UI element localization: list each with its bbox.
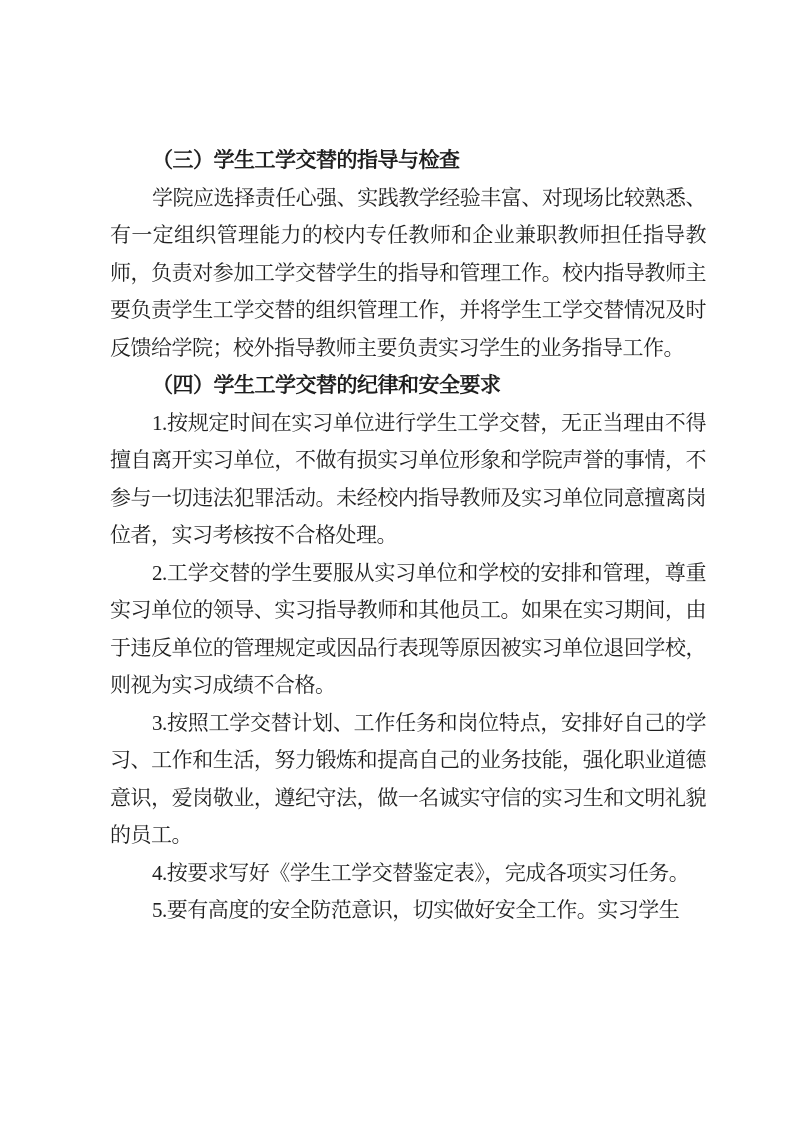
section-heading-4: （四）学生工学交替的纪律和安全要求	[152, 373, 501, 397]
section-heading-3: （三）学生工学交替的指导与检查	[152, 148, 460, 172]
paragraph-guidance: 学院应选择责任心强、实践教学经验丰富、对现场比较熟悉、有一定组织管理能力的校内专任教师和企业兼职教师担任指导教师，负责对参加工学交替学生的指导和管理工作。校内指导教师主要负责学生工学交替的组织管理工作，并将学生工学交替情况及时反馈给学院；校外指导教师主要负责实习学生的业务指导工作。	[110, 185, 706, 360]
paragraph-rule-2: 2.工学交替的学生要服从实习单位和学校的安排和管理，尊重实习单位的领导、实习指导教师和其他员工。如果在实习期间，由于违反单位的管理规定或因品行表现等原因被实习单位退回学校，则视为实习成绩不合格。	[110, 560, 706, 697]
paragraph-rule-4: 4.按要求写好《学生工学交替鉴定表》，完成各项实习任务。	[152, 860, 690, 885]
paragraph-rule-1: 1.按规定时间在实习单位进行学生工学交替，无正当理由不得擅自离开实习单位，不做有损实习单位形象和学院声誉的事情，不参与一切违法犯罪活动。未经校内指导教师及实习单位同意擅离岗位者，实习考核按不合格处理。	[110, 410, 706, 547]
paragraph-rule-5: 5.要有高度的安全防范意识，切实做好安全工作。实习学生	[152, 898, 680, 922]
document-body	[110, 142, 706, 930]
paragraph-rule-3: 3.按照工学交替计划、工作任务和岗位特点，安排好自己的学习、工作和生活，努力锻炼和提高自己的业务技能，强化职业道德意识，爱岗敬业，遵纪守法，做一名诚实守信的实习生和文明礼貌的员工。	[110, 710, 706, 847]
